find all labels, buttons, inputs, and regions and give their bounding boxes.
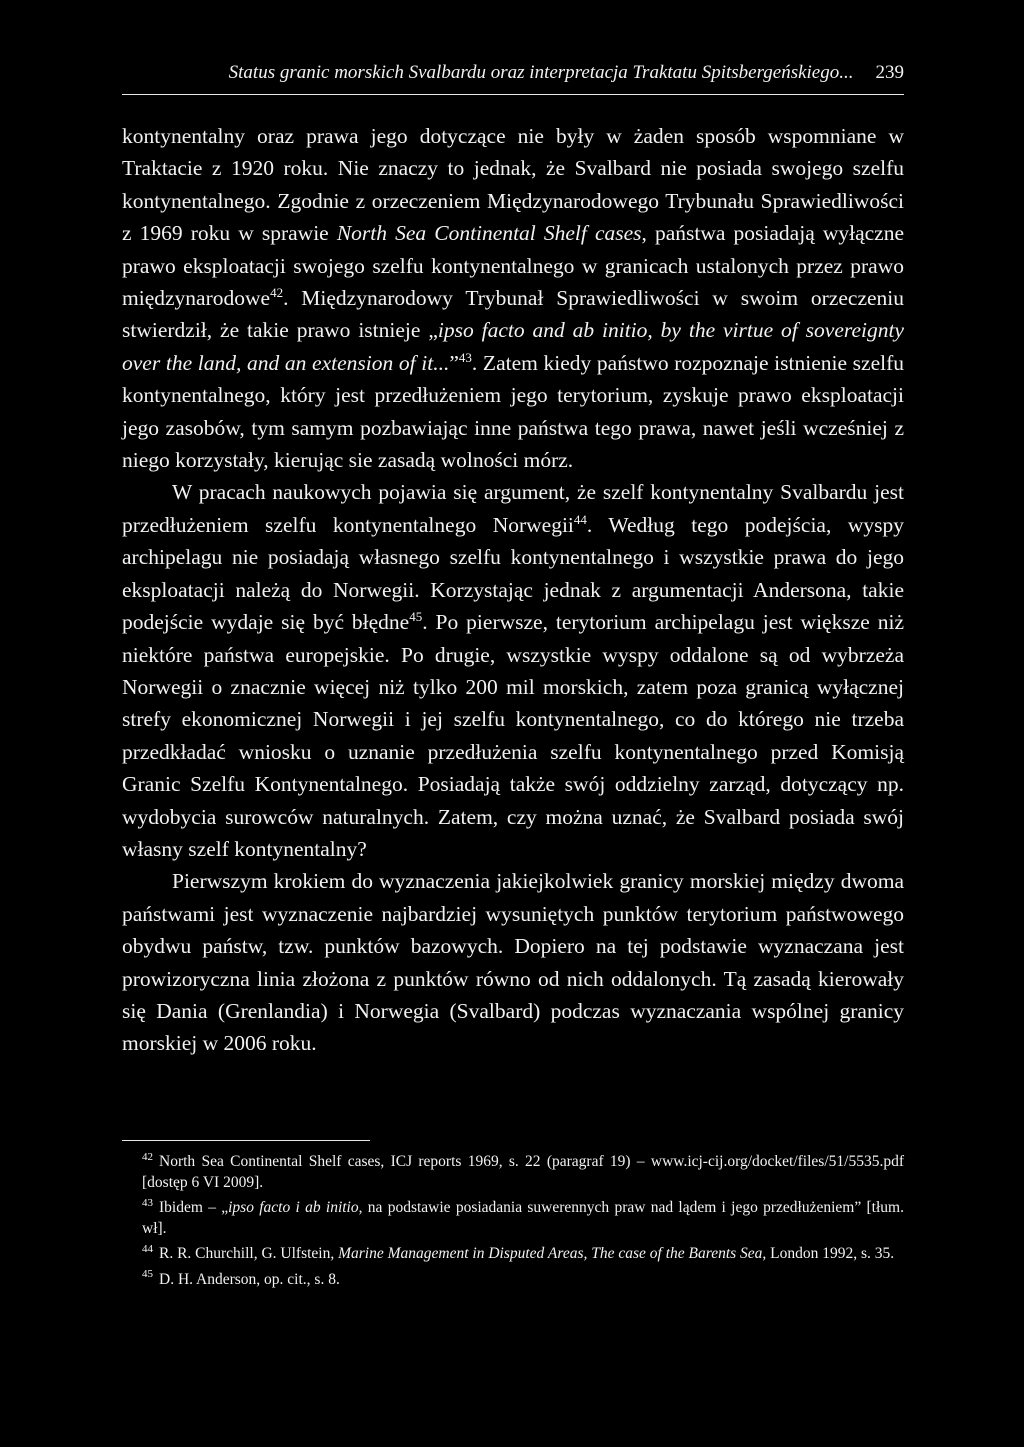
case-name: North Sea Continental Shelf cases: [336, 221, 642, 246]
footnote-ref-45[interactable]: 45: [409, 608, 423, 624]
paragraph-1: kontynentalny oraz prawa jego dotyczące nie były w żaden sposób wspomniane w Traktacie z 1920 roku. Nie znaczy to jednak, że Svalbard nie posiada swojego szelfu kontynentalnego. Zgodnie z orzeczeniem Międzynarodowego Trybunału Sprawiedliwości z 1969 roku w sprawie North Sea Continental Shelf cases, państwa posiadają wyłączne prawo eksploatacji swojego szelfu kontynentalnego w granicach ustalonych przez prawo międzynarodowe$^{42}$. Międzynarodowy Trybunał Sprawiedliwości w swoim orzeczeniu stwierdził, że takie prawo istnieje „ipso facto and ab initio, by the virtue of sovereignty over the land, and an extension of it...”$^{43}$. Zatem kiedy państwo rozpoznaje istnienie szelfu kontynentalnego, który jest przedłużeniem jego terytorium, zyskuje prawo eksploatacji jego zasobów, tym samym pozbawiając inne państwa tego prawa, nawet jeśli wcześniej z niego korzystały, kierując sie zasadą wolności mórz.: [122, 124, 905, 473]
footnotes: [122, 1152, 904, 1295]
footnote-ref-42[interactable]: 42: [270, 284, 284, 300]
page-number: 239: [875, 62, 904, 83]
footnote-ref-43[interactable]: 43: [458, 349, 472, 365]
running-header: [122, 60, 904, 95]
footnote-ref-44[interactable]: 44: [573, 511, 587, 527]
court-quote: ipso facto and ab initio, by the virtue of sovereignty over the land, and an extension of it...: [122, 318, 904, 375]
running-title: Status granic morskich Svalbardu oraz interpretacja Traktatu Spitsbergeńskiego...: [228, 62, 854, 83]
footnote-44: $^{44}$ R. R. Churchill, G. Ulfstein, Marine Management in Disputed Areas, The case of the Barents Sea, London 1992, s. 35.: [142, 1242, 895, 1262]
footnote-separator: [122, 1140, 370, 1141]
footnote-43: $^{43}$ Ibidem – „ipso facto i ab initio, na podstawie posiadania suwerennych praw nad lądem i jego przedłużeniem” [tłum. wł].: [142, 1196, 904, 1237]
paragraph-3: Pierwszym krokiem do wyznaczenia jakiejkolwiek granicy morskiej między dwoma państwami jest wyznaczenie najbardziej wysuniętych punktów terytorium państwowego obydwu państw, tzw. punktów bazowych. Dopiero na tej podstawie wyznaczana jest prowizoryczna linia złożona z punktów równo od nich oddalonych. Tą zasadą kierowały się Dania (Grenlandia) i Norwegia (Svalbard) podczas wyznaczania wspólnej granicy morskiej w 2006 roku.: [122, 869, 904, 1056]
footnote-45: $^{45}$ D. H. Anderson, op. cit., s. 8.: [142, 1268, 340, 1288]
main-text: [122, 120, 904, 1060]
footnote-42: $^{42}$ North Sea Continental Shelf cases, ICJ reports 1969, s. 22 (paragraf 19) – www.icj-cij.org/docket/files/51/5535.pdf [dostęp 6 VI 2009].: [142, 1150, 904, 1191]
paragraph-2: W pracach naukowych pojawia się argument, że szelf kontynentalny Svalbardu jest przedłużeniem szelfu kontynentalnego Norwegii$^{44}$. Według tego podejścia, wyspy archipelagu nie posiadają własnego szelfu kontynentalnego i wszystkie prawa do jego eksploatacji należą do Norwegii. Korzystając jednak z argumentacji Andersona, takie podejście wydaje się być błędne$^{45}$. Po pierwsze, terytorium archipelagu jest większe niż niektóre państwa europejskie. Po drugie, wszystkie wyspy oddalone są od wybrzeża Norwegii o znacznie więcej niż tylko 200 mil morskich, zatem poza granicą wyłącznej strefy ekonomicznej Norwegii i jej szelfu kontynentalnego, co do którego nie trzeba przedkładać wniosku o uznanie przedłużenia szelfu kontynentalnego przed Komisją Granic Szelfu Kontynentalnego. Posiadają także swój oddzielny zarząd, dotyczący np. wydobycia surowców naturalnych. Zatem, czy można uznać, że Svalbard posiada swój własny szelf kontynentalny?: [122, 480, 904, 861]
